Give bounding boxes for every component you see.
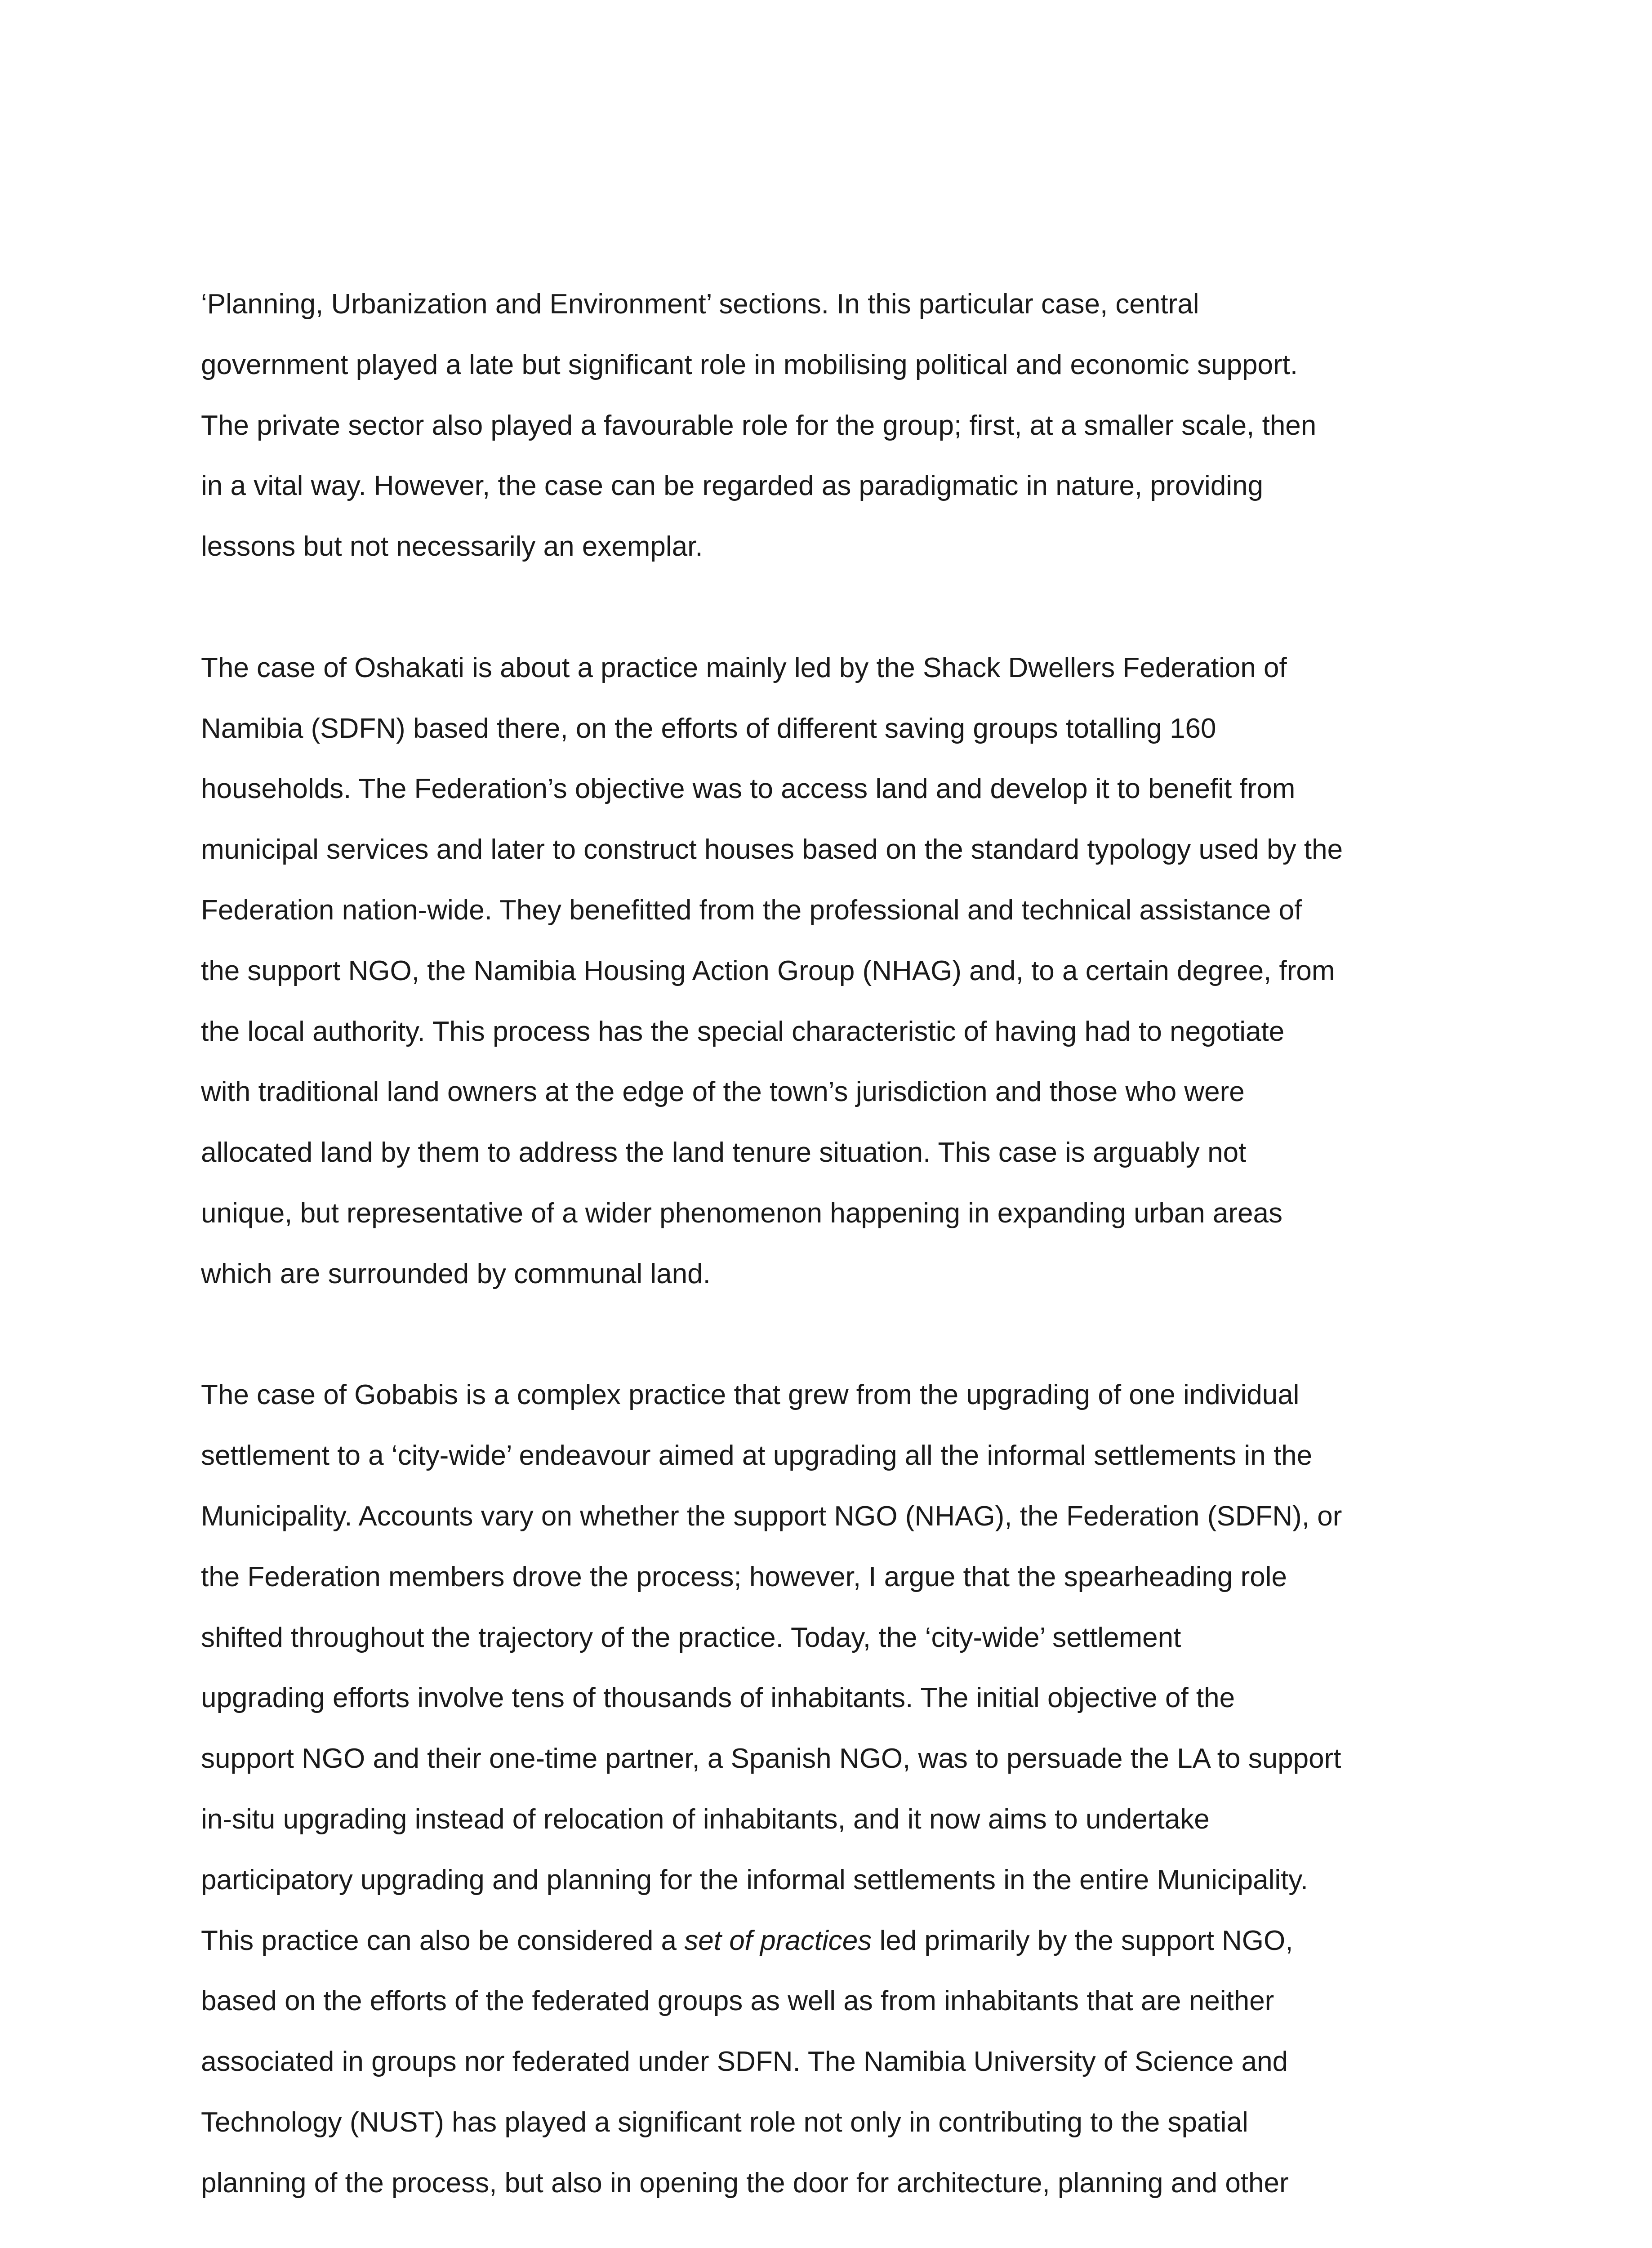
body-text [201, 274, 1455, 2214]
text-line: ‘Planning, Urbanization and Environment’ sections. In this particular case, central [201, 289, 1199, 320]
paragraph-gap [201, 1305, 1455, 1365]
text-line: planning of the process, but also in opening the door for architecture, planning and other [201, 2167, 1289, 2199]
paragraph-planning [201, 274, 1455, 577]
text-line: Technology (NUST) has played a significant role not only in contributing to the spatial [201, 2106, 1248, 2138]
text-line: municipal services and later to construct houses based on the standard typology used by the [201, 834, 1343, 865]
text-line: the support NGO, the Namibia Housing Action Group (NHAG) and, to a certain degree, from [201, 955, 1335, 986]
text-line: settlement to a ‘city-wide’ endeavour aimed at upgrading all the informal settlements in the [201, 1440, 1313, 1472]
text-line: The case of Gobabis is a complex practice that grew from the upgrading of one individual [201, 1379, 1300, 1411]
text-run: led primarily by the support NGO, [872, 1925, 1293, 1956]
paragraph-oshakati [201, 638, 1455, 1305]
text-line: in a vital way. However, the case can be regarded as paradigmatic in nature, providing [201, 470, 1264, 502]
paragraph-gobabis [201, 1365, 1455, 2213]
text-line: households. The Federation’s objective was to access land and develop it to benefit from [201, 773, 1296, 805]
paragraph-gap [201, 577, 1455, 638]
text-line: associated in groups nor federated under SDFN. The Namibia University of Science and [201, 2046, 1288, 2078]
text-line: The private sector also played a favourable role for the group; first, at a smaller scale, then [201, 410, 1317, 441]
italic-phrase: set of practices [684, 1925, 872, 1956]
text-line: Namibia (SDFN) based there, on the efforts of different saving groups totalling 160 [201, 713, 1216, 744]
text-line: support NGO and their one-time partner, a Spanish NGO, was to persuade the LA to support [201, 1743, 1341, 1775]
text-line: which are surrounded by communal land. [201, 1258, 711, 1289]
text-line: unique, but representative of a wider phenomenon happening in expanding urban areas [201, 1197, 1282, 1229]
text-line: the local authority. This process has the special characteristic of having had to negotiate [201, 1016, 1285, 1047]
text-line: the Federation members drove the process; however, I argue that the spearheading role [201, 1561, 1287, 1592]
text-line: based on the efforts of the federated groups as well as from inhabitants that are neither [201, 1985, 1274, 2017]
text-line: Federation nation-wide. They benefitted from the professional and technical assistance of [201, 894, 1302, 926]
text-line: shifted throughout the trajectory of the practice. Today, the ‘city-wide’ settlement [201, 1622, 1181, 1653]
text-line: upgrading efforts involve tens of thousands of inhabitants. The initial objective of the [201, 1682, 1235, 1714]
text-line: lessons but not necessarily an exemplar. [201, 531, 703, 562]
text-line: with traditional land owners at the edge of the town’s jurisdiction and those who were [201, 1076, 1245, 1108]
text-line: Municipality. Accounts vary on whether the support NGO (NHAG), the Federation (SDFN), or [201, 1500, 1342, 1532]
text-line: participatory upgrading and planning for the informal settlements in the entire Municipality. [201, 1864, 1308, 1896]
text-run: This practice can also be considered a [201, 1925, 685, 1956]
text-line-mixed [201, 1911, 1455, 1971]
text-line: in-situ upgrading instead of relocation of inhabitants, and it now aims to undertake [201, 1803, 1210, 1835]
text-line: The case of Oshakati is about a practice mainly led by the Shack Dwellers Federation of [201, 652, 1287, 683]
text-line: government played a late but significant role in mobilising political and economic support. [201, 349, 1298, 380]
text-line: allocated land by them to address the land tenure situation. This case is arguably not [201, 1137, 1247, 1169]
